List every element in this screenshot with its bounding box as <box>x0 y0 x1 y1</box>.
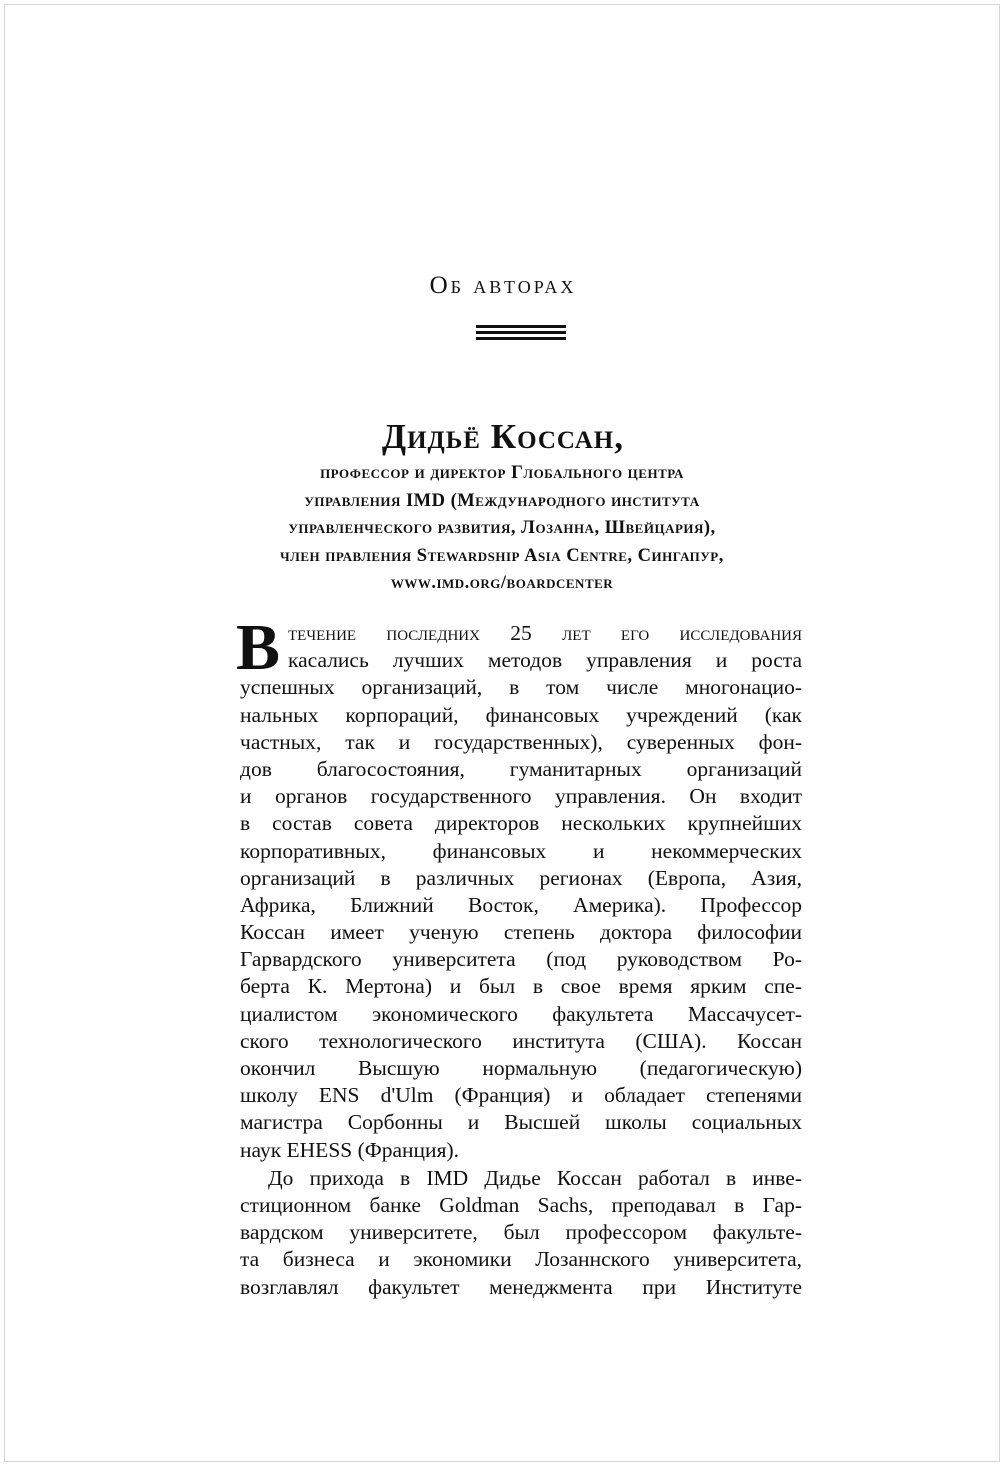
underline-bar-2 <box>476 331 566 334</box>
author-name: Дидьё Коссан, <box>382 417 624 456</box>
author-credentials <box>180 460 824 598</box>
section-title: Об авторах <box>429 272 577 299</box>
bio-line: нальных корпораций, финансовых учреждений (как <box>240 702 802 727</box>
credentials-website: www.imd.org/boardcenter <box>390 573 614 593</box>
underline-bar-1 <box>476 325 566 328</box>
bio-line: стиционном банке Goldman Sachs, преподавал в Гар- <box>240 1192 802 1217</box>
bio-line: течение последних 25 лет его исследования <box>288 621 802 645</box>
bio-paragraph-2 <box>240 1165 802 1301</box>
bio-line: дов благосостояния, гуманитарных организаций <box>240 756 802 781</box>
bio-line: и органов государственного управления. Он входит <box>240 784 802 809</box>
bio-line: циалистом экономического факультета Массачусет- <box>240 1001 802 1026</box>
bio-line: та бизнеса и экономики Лозаннского университета, <box>240 1247 802 1272</box>
credentials-line: управленческого развития, Лозанна, Швейцария), <box>288 518 716 538</box>
bio-line: организаций в различных регионах (Европа, Азия, <box>240 865 802 890</box>
credentials-line: управления IMD (Международного института <box>304 490 700 511</box>
bio-line: наук EHESS (Франция). <box>240 1137 459 1162</box>
bio-line: магистра Сорбонны и Высшей школы социальных <box>240 1110 802 1135</box>
bio-line: Коссан имеет ученую степень доктора философии <box>240 920 802 945</box>
bio-line: школу ENS d'Ulm (Франция) и обладает степенями <box>240 1083 802 1108</box>
credentials-line: член правления Stewardship Asia Centre, Сингапур, <box>280 545 724 566</box>
bio-line: возглавлял факультет менеджмента при Институте <box>240 1274 802 1299</box>
author-biography <box>236 611 802 1301</box>
bio-line: касались лучших методов управления и роста <box>288 648 802 673</box>
bio-line: берта К. Мертона) и был в свое время ярким спе- <box>240 974 802 999</box>
credentials-line: профессор и директор Глобального центра <box>320 463 684 483</box>
bio-line: в состав совета директоров нескольких крупнейших <box>240 811 802 836</box>
underline-bar-3 <box>476 337 566 340</box>
bio-paragraph-1 <box>240 620 802 1164</box>
bio-line: Гарвардского университета (под руководством Ро- <box>240 947 802 972</box>
bio-line: ского технологического института (США). Коссан <box>240 1028 802 1053</box>
bio-line: вардском университете, был профессором факульте- <box>240 1220 802 1245</box>
bio-line: частных, так и государственных), суверенных фон- <box>240 729 802 754</box>
bio-line: окончил Высшую нормальную (педагогическую) <box>240 1056 802 1080</box>
bio-line: корпоративных, финансовых и некоммерческих <box>240 838 802 863</box>
bio-line: успешных организаций, в том числе многонацио- <box>240 675 802 700</box>
drop-cap: В <box>236 611 281 684</box>
bio-line: До прихода в IMD Дидье Коссан работал в инве- <box>268 1165 802 1190</box>
bio-line: Африка, Ближний Восток, Америка). Профессор <box>240 892 802 917</box>
